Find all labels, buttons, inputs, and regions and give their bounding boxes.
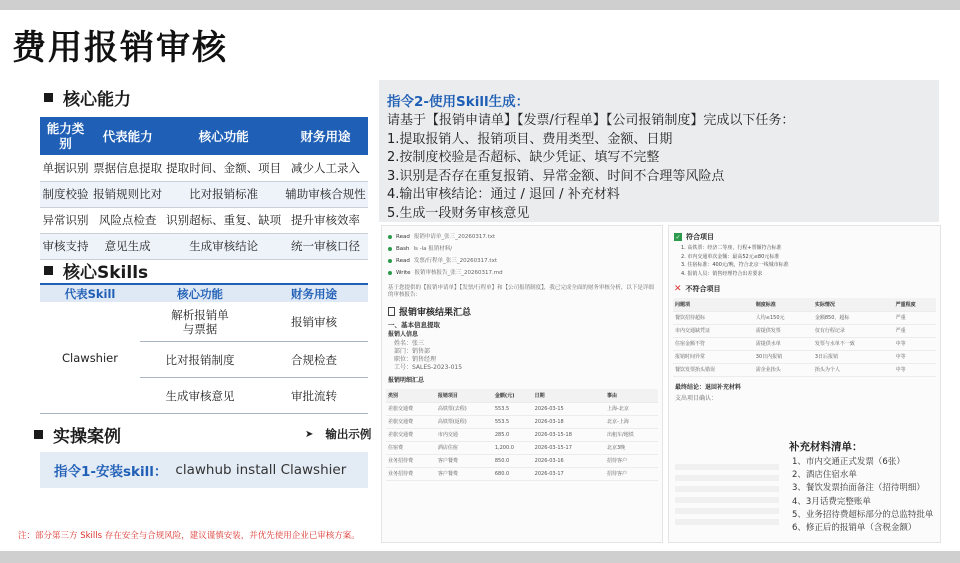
table-cell: 审批流转: [291, 388, 337, 403]
table-cell: 识别超标、重复、缺项: [164, 207, 283, 233]
compliant-item: 2. 市内交通单次金额：最高52元≤80元标准: [681, 253, 780, 260]
table-header-row: 问题项 制度标准 实际情况 严重程度: [673, 298, 936, 311]
section-heading: 报销明细汇总: [388, 377, 425, 384]
section-heading: 一、基本信息提取: [388, 321, 440, 329]
table-cell: 审核支持: [40, 233, 91, 259]
compliant-item: 3. 住宿标准：400元/晚，符合北京一线城市标准: [681, 262, 789, 268]
skills-header-row: [40, 283, 368, 302]
install-command-box: [40, 452, 368, 488]
noncompliant-heading: ✕ 不符合项目: [674, 284, 721, 294]
header-cell: 代表能力: [91, 117, 164, 155]
table-row: [40, 181, 368, 207]
noncompliant-table: [673, 298, 936, 377]
table-row: 住宿费 酒店住宿 1,200.0 2026-03-15-17 北京3晚: [386, 441, 658, 454]
table-cell: 生成审核意见: [165, 388, 235, 403]
risk-footnote: 注：部分第三方 Skills 存在安全与合规风险，建议谨慎安装，并优先使用企业已审核方案。: [18, 531, 360, 541]
header-cell: 核心功能: [164, 117, 283, 155]
status-dot-icon: [388, 259, 392, 263]
table-cell: 报销规则比对: [91, 181, 164, 207]
status-dot-icon: [388, 271, 392, 275]
instruction-line: 4.输出审核结论：通过 / 退回 / 补充材料: [387, 187, 620, 202]
core-ability-table: [40, 117, 368, 260]
list-item: 4、3月话费完整账单: [792, 496, 871, 507]
supplement-title: 补充材料清单：: [789, 441, 863, 453]
table-row: 报销时间异常 30日内报销 3日后报销 中等: [673, 350, 936, 363]
table-header-row: [40, 117, 368, 155]
header-cell: 核心功能: [177, 286, 223, 301]
table-row: 差旅交通费 高铁票(返程) 553.5 2026-03-18 北京-上海: [386, 415, 658, 428]
instruction-box: [379, 80, 939, 222]
tool-log-line: Read 报销申请单_张三_20260317.txt: [388, 231, 662, 243]
report-intro: 基于您提供的【报销申请单】【发票/行程单】和【公司报销制度】，我已完成全面的财务审核分析，以下是详细的审核报告：: [388, 285, 654, 298]
output-example-label: [305, 426, 371, 442]
bottom-divider-bar: [0, 551, 960, 563]
install-command-label: 指令1-安装skill：: [54, 464, 168, 480]
risk-heading: 支出项目确认：: [675, 394, 718, 402]
section-heading: 报销人信息: [388, 331, 419, 338]
compliant-heading: ✓ 符合项目: [675, 233, 714, 241]
skills-table: [40, 283, 368, 414]
core-heading: [44, 85, 131, 110]
table-row: [40, 207, 368, 233]
instruction-line: 1.提取报销人、报销项目、费用类型、金额、日期: [387, 131, 673, 147]
table-cell: 票据信息提取: [91, 155, 164, 181]
skills-heading: [44, 258, 148, 283]
cross-icon: ✕: [674, 284, 682, 294]
table-row: 市内交通缺凭证 需提供发票 仅有行程记录 严重: [673, 324, 936, 337]
skill-name: Clawshier: [40, 302, 140, 414]
expense-detail-table: [386, 389, 658, 481]
table-cell: 比对报销制度: [165, 352, 235, 367]
instruction-line: 5.生成一段财务审核意见: [387, 205, 530, 221]
table-cell: 单据识别: [40, 155, 91, 181]
person-info: 姓名：张三: [394, 340, 425, 347]
table-cell: 风险点检查: [91, 207, 164, 233]
status-dot-icon: [388, 247, 392, 251]
header-cell: 代表Skill: [64, 286, 116, 301]
table-cell: 生成审核结论: [164, 233, 283, 259]
table-cell: 提升审核效率: [283, 207, 368, 233]
table-cell: 异常识别: [40, 207, 91, 233]
tool-log-line: Bash ls -la 报销材料/: [388, 243, 662, 255]
header-cell: 能力类别: [40, 117, 91, 155]
table-row: 住宿金额不符 需提供水单 发票与水单不一致 中等: [673, 337, 936, 350]
person-info: 部门：销售部: [394, 348, 431, 355]
status-dot-icon: [388, 235, 392, 239]
practice-heading: [34, 422, 121, 447]
table-row: [140, 342, 368, 378]
checkmark-icon: ✓: [675, 233, 681, 241]
table-header-row: 类别 报销项目 金额(元) 日期 事由: [386, 389, 658, 402]
table-row: 餐饮发票抬头错误 需企业抬头 抬头为个人 中等: [673, 363, 936, 376]
page-title: 费用报销审核: [12, 28, 228, 68]
table-cell: 减少人工录入: [283, 155, 368, 181]
instruction-line: 请基于【报销申请单】【发票/行程单】【公司报销制度】完成以下任务：: [387, 113, 795, 128]
skills-heading-label: 核心Skills: [63, 263, 149, 283]
instruction-line: 2.按制度校验是否超标、缺少凭证、填写不完整: [387, 150, 660, 165]
top-divider-bar: [0, 0, 960, 10]
report-title: 报销审核结果汇总: [388, 305, 662, 318]
final-conclusion: 最终结论：退回补充材料: [675, 383, 742, 391]
output-example-text: 输出示例: [325, 427, 372, 441]
header-cell: 财务用途: [291, 286, 337, 301]
square-bullet-icon: [44, 93, 53, 102]
table-row: [40, 155, 368, 181]
risk-mini-list: [675, 464, 779, 530]
list-item: 6、修正后的报销单（含税金额）: [792, 523, 917, 534]
instruction-line: 3.识别是否存在重复报销、异常金额、时间不合理等风险点: [387, 168, 725, 184]
tool-log-line: Write 报销审核报告_张三_20260317.md: [388, 267, 662, 279]
table-cell: 辅助审核合规性: [283, 181, 368, 207]
report-screenshot-left: [381, 225, 663, 543]
table-cell: 比对报销标准: [164, 181, 283, 207]
square-bullet-icon: [34, 430, 43, 439]
document-icon: [388, 307, 395, 316]
table-row: [140, 378, 368, 414]
table-row: [140, 302, 368, 342]
instruction-title: 指令2-使用Skill生成：: [387, 94, 530, 110]
table-row: 业务招待费 客户餐费 680.0 2026-03-17 招待客户: [386, 467, 658, 480]
table-row: 差旅交通费 市内交通 285.0 2026-03-15-18 出租车/地铁: [386, 428, 658, 441]
list-item: 2、酒店住宿水单: [792, 470, 857, 481]
square-bullet-icon: [44, 266, 53, 275]
arrow-right-icon: ➤: [305, 428, 314, 440]
table-cell: 提取时间、金额、项目: [164, 155, 283, 181]
table-cell: 意见生成: [91, 233, 164, 259]
list-item: 3、餐饮发票抬面备注（招待明细）: [792, 483, 925, 494]
person-info: 职位：销售经理: [394, 356, 437, 363]
supplement-list: [792, 456, 933, 535]
person-info: 工号：SALES-2023-015: [394, 364, 463, 371]
table-cell: 解析报销单 与票据: [171, 307, 229, 336]
table-cell: 制度校验: [40, 181, 91, 207]
table-cell: 合规检查: [291, 352, 337, 367]
table-cell: 报销审核: [291, 314, 337, 329]
practice-heading-label: 实操案例: [53, 427, 121, 447]
header-cell: 财务用途: [283, 117, 368, 155]
table-cell: 统一审核口径: [283, 233, 368, 259]
table-row: 业务招待费 客户餐费 850.0 2026-03-16 招待客户: [386, 454, 658, 467]
table-row: 差旅交通费 高铁票(去程) 553.5 2026-03-15 上海-北京: [386, 402, 658, 415]
table-row: 餐饮招待超标 人均≤150元 金额850，超标 严重: [673, 311, 936, 324]
table-row: [40, 233, 368, 259]
compliant-item: 4. 报销人员：销售经理符合出差要求: [681, 270, 763, 277]
install-command-text: clawhub install Clawshier: [175, 462, 347, 478]
compliant-item: 1. 高铁票：经济二等座，行程+票额符合标准: [681, 245, 782, 251]
core-heading-label: 核心能力: [63, 90, 131, 110]
report-screenshot-right: [668, 225, 941, 543]
list-item: 5、业务招待费超标部分的总监特批单: [792, 509, 934, 520]
list-item: 1、市内交通正式发票（6张）: [792, 457, 905, 467]
tool-log-line: Read 发票/行程单_张三_20260317.txt: [388, 255, 662, 267]
